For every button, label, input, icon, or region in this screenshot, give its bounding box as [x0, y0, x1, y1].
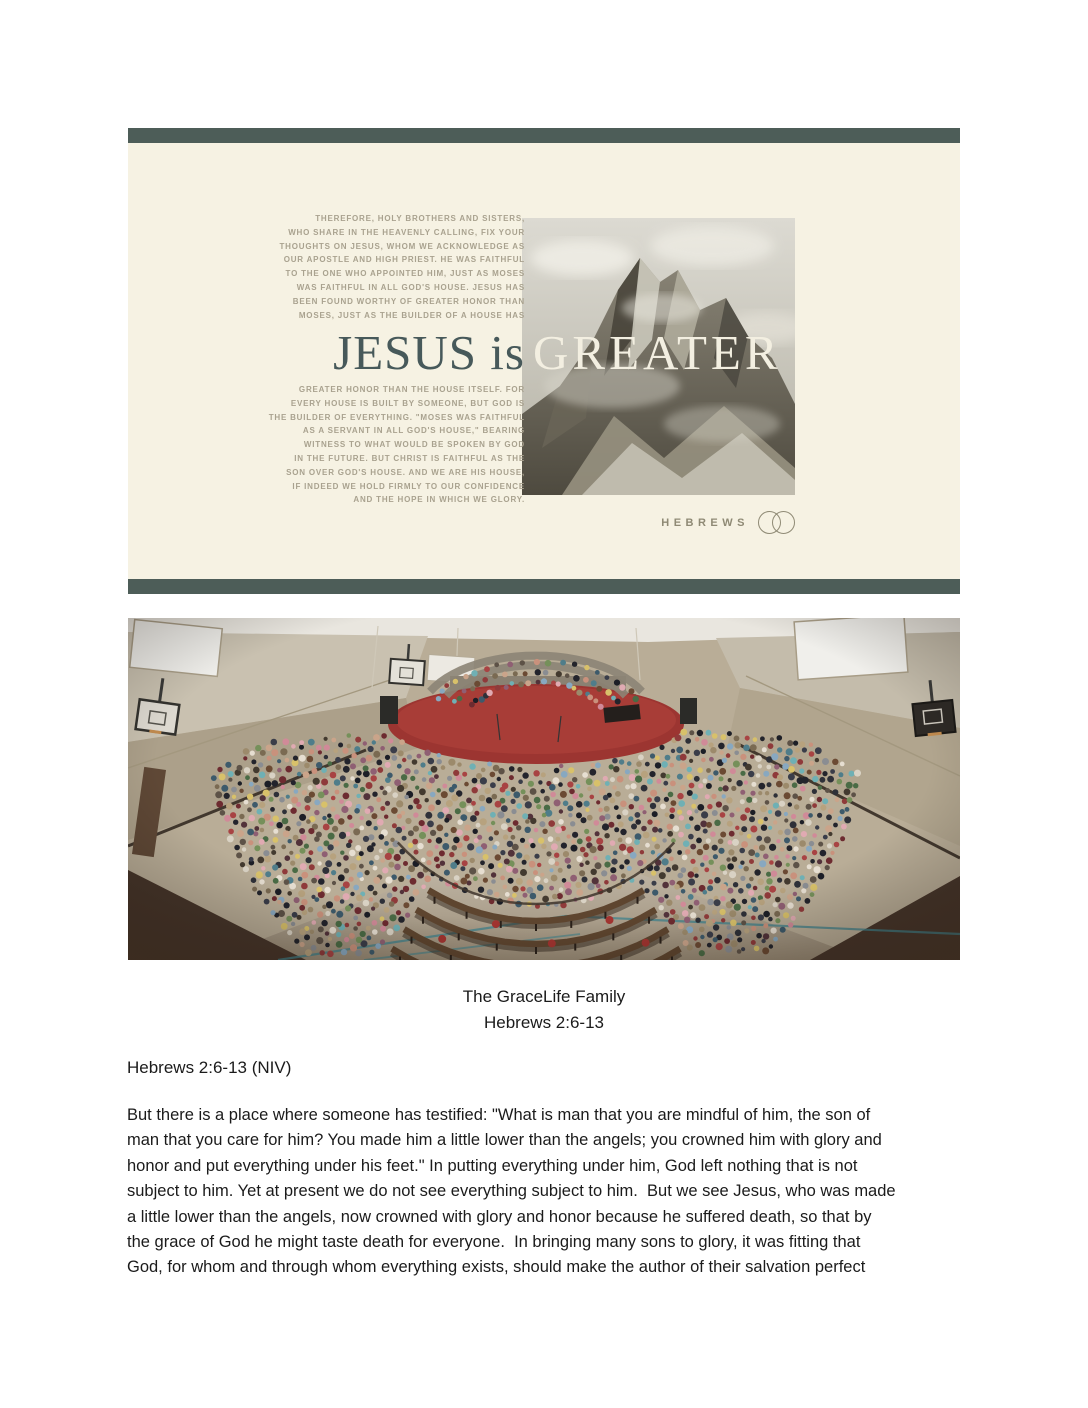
paragraph-line: God, for whom and through whom everything exists, should make the author of their salvation perfect: [127, 1258, 866, 1277]
paragraph-line: But there is a place where someone has testified: "What is man that you are mindful of him, the son of: [127, 1106, 871, 1124]
scripture-line: THOUGHTS ON JESUS, WHOM WE ACKNOWLEDGE AS: [279, 241, 525, 251]
caption-line-2: Hebrews 2:6-13: [483, 1013, 604, 1032]
scripture-text-bottom: [215, 383, 525, 507]
caption-line-1: The GraceLife Family: [462, 987, 626, 1006]
scripture-line: AND THE HOPE IN WHICH WE GLORY.: [353, 495, 525, 505]
banner-top-bar: [128, 128, 960, 143]
scripture-line: MOSES, JUST AS THE BUILDER OF A HOUSE HAS: [298, 310, 525, 320]
scripture-line: THEREFORE, HOLY BROTHERS AND SISTERS,: [315, 214, 525, 223]
hebrews-logo: [661, 511, 795, 534]
scripture-line: SON OVER GOD'S HOUSE. AND WE ARE HIS HOUSE,: [286, 467, 525, 477]
scripture-line: WAS FAITHFUL IN ALL GOD'S HOUSE. JESUS HAS: [296, 282, 525, 292]
scripture-paragraph: [127, 1103, 896, 1281]
overlapping-rings-icon: [758, 511, 795, 534]
paragraph-line: honor and put everything under his feet." In putting everything under him, God left nothing that is not: [127, 1156, 858, 1175]
scripture-line: GREATER HONOR THAN THE HOUSE ITSELF. FOR: [298, 385, 525, 394]
photo-caption: [0, 984, 1088, 1036]
scripture-line: IN THE FUTURE. BUT CHRIST IS FAITHFUL AS THE: [294, 453, 525, 463]
scripture-line: WHO SHARE IN THE HEAVENLY CALLING, FIX YOUR: [288, 227, 525, 237]
hebrews-wordmark: HEBREWS: [661, 516, 749, 529]
banner-title-jesus-is: JESUS is: [333, 325, 525, 380]
passage-heading: Hebrews 2:6-13 (NIV): [127, 1058, 292, 1077]
scripture-line: IF INDEED WE HOLD FIRMLY TO OUR CONFIDENCE: [292, 481, 525, 491]
paragraph-line: subject to him. Yet at present we do not see everything subject to him. But we see Jesus, who was made: [127, 1182, 896, 1201]
congregation-group-photo: [128, 618, 960, 960]
scripture-line: WITNESS TO WHAT WOULD BE SPOKEN BY GOD: [303, 440, 525, 450]
scripture-line: AS A SERVANT IN ALL GOD'S HOUSE," BEARING: [302, 426, 525, 436]
scripture-text-top: [215, 212, 525, 322]
scripture-line: BEEN FOUND WORTHY OF GREATER HONOR THAN: [292, 296, 525, 306]
scripture-line: OUR APOSTLE AND HIGH PRIEST. HE WAS FAITHFUL: [283, 255, 525, 265]
sermon-series-banner: [128, 128, 960, 594]
scripture-line: THE BUILDER OF EVERYTHING. "MOSES WAS FAITHFUL: [268, 412, 525, 422]
paragraph-line: a little lower than the angels, now crowned with glory and honor because he suffered death, so that by: [127, 1207, 872, 1226]
paragraph-line: man that you care for him? You made him a little lower than the angels; you crowned him with glory and: [127, 1131, 882, 1150]
scripture-line: EVERY HOUSE IS BUILT BY SOMEONE, BUT GOD IS: [290, 398, 525, 408]
paragraph-line: the grace of God he might taste death for everyone. In bringing many sons to glory, it was fitting that: [127, 1233, 861, 1252]
banner-bottom-bar: [128, 579, 960, 594]
scripture-line: TO THE ONE WHO APPOINTED HIM, JUST AS MOSES: [285, 269, 525, 279]
banner-title-greater: GREATER: [533, 325, 782, 380]
